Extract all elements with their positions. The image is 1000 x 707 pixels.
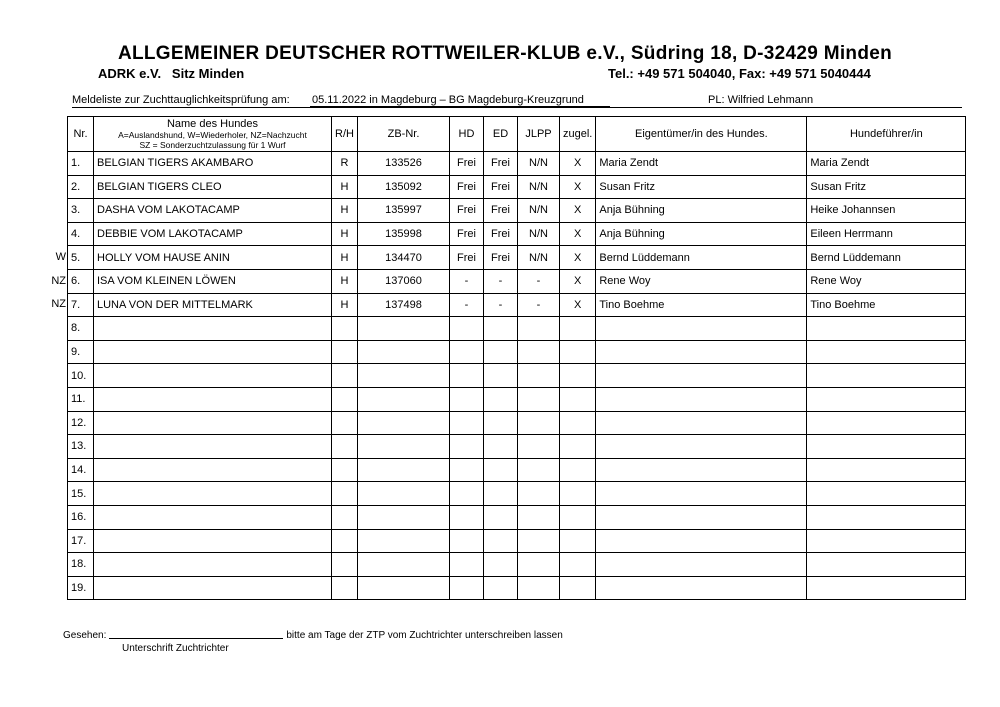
table-row (68, 246, 966, 270)
cell-rh (332, 387, 358, 411)
cell-zugel: X (560, 222, 596, 246)
cell-nr: 10. (68, 364, 94, 388)
cell-handler: Rene Woy (807, 269, 966, 293)
seen-label: Gesehen: (63, 630, 107, 641)
cell-jlpp (518, 576, 560, 600)
cell-zb: 135997 (358, 199, 450, 223)
cell-owner: Susan Fritz (596, 175, 807, 199)
table-row (68, 435, 966, 459)
cell-zugel (560, 482, 596, 506)
cell-hd: Frei (450, 246, 484, 270)
cell-hd: - (450, 293, 484, 317)
cell-rh: H (332, 175, 358, 199)
cell-ed: - (484, 269, 518, 293)
cell-owner: Anja Bühning (596, 222, 807, 246)
cell-handler: Eileen Herrmann (807, 222, 966, 246)
cell-handler (807, 317, 966, 341)
cell-hd (450, 482, 484, 506)
registration-line (72, 94, 962, 108)
cell-nr: 11. (68, 387, 94, 411)
cell-zugel (560, 411, 596, 435)
cell-owner (596, 364, 807, 388)
cell-handler: Bernd Lüddemann (807, 246, 966, 270)
cell-handler (807, 387, 966, 411)
cell-ed: - (484, 293, 518, 317)
cell-hd (450, 317, 484, 341)
header-owner: Eigentümer/in des Hundes. (596, 117, 807, 152)
cell-nr: 17. (68, 529, 94, 553)
cell-name (94, 505, 332, 529)
registration-label: Meldeliste zur Zuchttauglichkeitsprüfung am: (72, 94, 290, 106)
table-row (68, 317, 966, 341)
cell-nr: 8. (68, 317, 94, 341)
cell-hd (450, 435, 484, 459)
cell-hd: - (450, 269, 484, 293)
cell-name (94, 387, 332, 411)
exam-date-location: 05.11.2022 in Magdeburg – BG Magdeburg-Kreuzgrund (312, 94, 584, 106)
cell-rh: H (332, 293, 358, 317)
cell-name (94, 482, 332, 506)
cell-zugel (560, 505, 596, 529)
cell-ed (484, 458, 518, 482)
cell-rh: H (332, 222, 358, 246)
cell-nr: 18. (68, 553, 94, 577)
cell-jlpp: N/N (518, 152, 560, 176)
date-underline (310, 106, 610, 107)
cell-ed (484, 340, 518, 364)
cell-handler: Heike Johannsen (807, 199, 966, 223)
cell-hd (450, 364, 484, 388)
cell-zb (358, 553, 450, 577)
cell-zugel (560, 529, 596, 553)
cell-handler (807, 482, 966, 506)
cell-jlpp (518, 435, 560, 459)
cell-name (94, 411, 332, 435)
table-row (68, 529, 966, 553)
cell-nr: 5. (68, 246, 94, 270)
cell-ed: Frei (484, 246, 518, 270)
cell-ed (484, 364, 518, 388)
cell-name (94, 435, 332, 459)
club-contact: Tel.: +49 571 504040, Fax: +49 571 5040444 (608, 66, 871, 81)
cell-ed: Frei (484, 152, 518, 176)
cell-zb (358, 576, 450, 600)
cell-nr: 16. (68, 505, 94, 529)
club-title: ALLGEMEINER DEUTSCHER ROTTWEILER-KLUB e.V., Südring 18, D-32429 Minden (117, 43, 893, 64)
cell-owner: Anja Bühning (596, 199, 807, 223)
table-row (68, 364, 966, 388)
cell-owner (596, 553, 807, 577)
cell-handler: Susan Fritz (807, 175, 966, 199)
cell-zugel (560, 458, 596, 482)
cell-zb (358, 411, 450, 435)
cell-handler (807, 553, 966, 577)
header-jlpp: JLPP (518, 117, 560, 152)
row-marker: W (55, 251, 66, 264)
cell-jlpp (518, 553, 560, 577)
cell-hd (450, 458, 484, 482)
header-name-label: Name des Hundes (166, 118, 259, 130)
cell-zugel: X (560, 269, 596, 293)
cell-ed: Frei (484, 199, 518, 223)
cell-jlpp (518, 387, 560, 411)
header-zugel: zugel. (560, 117, 596, 152)
cell-name: ISA VOM KLEINEN LÖWEN (94, 269, 332, 293)
cell-nr: 2. (68, 175, 94, 199)
cell-hd (450, 505, 484, 529)
cell-name (94, 317, 332, 341)
signature-caption: Unterschrift Zuchtrichter (122, 643, 229, 654)
cell-handler (807, 364, 966, 388)
cell-rh (332, 505, 358, 529)
cell-rh (332, 364, 358, 388)
cell-hd (450, 529, 484, 553)
signature-note: bitte am Tage der ZTP vom Zuchtrichter unterschreiben lassen (286, 630, 563, 641)
table-row (68, 340, 966, 364)
cell-hd: Frei (450, 152, 484, 176)
exam-judge: PL: Wilfried Lehmann (708, 94, 814, 106)
cell-name: HOLLY VOM HAUSE ANIN (94, 246, 332, 270)
cell-jlpp: - (518, 269, 560, 293)
cell-rh: H (332, 269, 358, 293)
cell-jlpp (518, 317, 560, 341)
cell-owner (596, 505, 807, 529)
cell-hd (450, 387, 484, 411)
table-row (68, 222, 966, 246)
signature-line (109, 638, 283, 639)
cell-jlpp (518, 411, 560, 435)
cell-owner (596, 458, 807, 482)
cell-owner (596, 435, 807, 459)
cell-zugel (560, 387, 596, 411)
registration-table (67, 116, 966, 600)
cell-name (94, 364, 332, 388)
cell-handler (807, 435, 966, 459)
cell-ed (484, 411, 518, 435)
cell-handler (807, 411, 966, 435)
cell-ed (484, 482, 518, 506)
cell-owner: Bernd Lüddemann (596, 246, 807, 270)
cell-name (94, 340, 332, 364)
cell-ed (484, 505, 518, 529)
footer-seen (63, 630, 563, 641)
cell-zugel: X (560, 175, 596, 199)
cell-zugel (560, 435, 596, 459)
cell-zb (358, 505, 450, 529)
cell-zugel (560, 317, 596, 341)
table-row (68, 576, 966, 600)
table-row (68, 152, 966, 176)
cell-zb (358, 435, 450, 459)
cell-rh (332, 317, 358, 341)
cell-jlpp (518, 458, 560, 482)
table-row (68, 482, 966, 506)
cell-jlpp: N/N (518, 199, 560, 223)
cell-hd (450, 340, 484, 364)
cell-ed: Frei (484, 222, 518, 246)
table-row (68, 411, 966, 435)
table-row (68, 269, 966, 293)
cell-nr: 1. (68, 152, 94, 176)
cell-nr: 15. (68, 482, 94, 506)
cell-nr: 14. (68, 458, 94, 482)
cell-owner: Tino Boehme (596, 293, 807, 317)
row-marker: NZ (51, 274, 66, 287)
cell-rh (332, 576, 358, 600)
cell-jlpp (518, 364, 560, 388)
cell-zb (358, 458, 450, 482)
table-row (68, 505, 966, 529)
table-row (68, 553, 966, 577)
cell-name (94, 529, 332, 553)
cell-handler (807, 505, 966, 529)
cell-name: LUNA VON DER MITTELMARK (94, 293, 332, 317)
cell-nr: 6. (68, 269, 94, 293)
cell-zb: 135092 (358, 175, 450, 199)
cell-owner (596, 387, 807, 411)
header-nr: Nr. (68, 117, 94, 152)
cell-nr: 12. (68, 411, 94, 435)
cell-owner (596, 576, 807, 600)
cell-zugel (560, 576, 596, 600)
cell-zugel: X (560, 293, 596, 317)
cell-nr: 19. (68, 576, 94, 600)
cell-handler: Tino Boehme (807, 293, 966, 317)
cell-zb (358, 482, 450, 506)
cell-zb: 134470 (358, 246, 450, 270)
cell-ed (484, 553, 518, 577)
cell-nr: 3. (68, 199, 94, 223)
cell-zb: 137060 (358, 269, 450, 293)
cell-hd (450, 553, 484, 577)
cell-zugel: X (560, 152, 596, 176)
cell-owner (596, 411, 807, 435)
cell-zb (358, 529, 450, 553)
cell-jlpp: - (518, 293, 560, 317)
cell-zb: 133526 (358, 152, 450, 176)
cell-nr: 7. (68, 293, 94, 317)
cell-rh: H (332, 199, 358, 223)
cell-nr: 4. (68, 222, 94, 246)
cell-ed (484, 529, 518, 553)
cell-zb (358, 317, 450, 341)
cell-name: BELGIAN TIGERS CLEO (94, 175, 332, 199)
cell-zb: 137498 (358, 293, 450, 317)
cell-name: DEBBIE VOM LAKOTACAMP (94, 222, 332, 246)
cell-nr: 13. (68, 435, 94, 459)
cell-name: BELGIAN TIGERS AKAMBARO (94, 152, 332, 176)
cell-jlpp: N/N (518, 175, 560, 199)
cell-zugel (560, 364, 596, 388)
cell-zugel: X (560, 246, 596, 270)
cell-hd (450, 411, 484, 435)
cell-zb (358, 387, 450, 411)
header-rh: R/H (332, 117, 358, 152)
cell-rh (332, 435, 358, 459)
cell-rh: R (332, 152, 358, 176)
cell-rh (332, 482, 358, 506)
cell-handler (807, 458, 966, 482)
cell-zugel: X (560, 199, 596, 223)
cell-rh (332, 553, 358, 577)
cell-ed (484, 317, 518, 341)
cell-jlpp (518, 340, 560, 364)
cell-name: DASHA VOM LAKOTACAMP (94, 199, 332, 223)
header-name-note1: A=Auslandshund, W=Wiederholer, NZ=Nachzucht (118, 130, 307, 140)
cell-zugel (560, 553, 596, 577)
cell-hd: Frei (450, 175, 484, 199)
table-row (68, 175, 966, 199)
cell-jlpp: N/N (518, 246, 560, 270)
cell-zb (358, 340, 450, 364)
cell-handler (807, 340, 966, 364)
cell-jlpp: N/N (518, 222, 560, 246)
cell-rh (332, 529, 358, 553)
cell-handler (807, 576, 966, 600)
cell-ed (484, 387, 518, 411)
cell-handler (807, 529, 966, 553)
header-hd: HD (450, 117, 484, 152)
cell-zugel (560, 340, 596, 364)
header-zb: ZB-Nr. (358, 117, 450, 152)
table-row (68, 458, 966, 482)
table-row (68, 293, 966, 317)
cell-handler: Maria Zendt (807, 152, 966, 176)
header-name-note2: SZ = Sonderzuchtzulassung für 1 Wurf (139, 140, 286, 150)
cell-ed (484, 576, 518, 600)
cell-jlpp (518, 529, 560, 553)
row-marker: NZ (51, 298, 66, 311)
cell-nr: 9. (68, 340, 94, 364)
cell-jlpp (518, 505, 560, 529)
cell-ed (484, 435, 518, 459)
cell-name (94, 553, 332, 577)
table-row (68, 199, 966, 223)
cell-name (94, 458, 332, 482)
header-handler: Hundeführer/in (807, 117, 966, 152)
cell-owner: Maria Zendt (596, 152, 807, 176)
cell-owner (596, 340, 807, 364)
cell-owner (596, 317, 807, 341)
cell-rh (332, 340, 358, 364)
table-header-row (68, 117, 966, 152)
cell-hd: Frei (450, 222, 484, 246)
cell-rh (332, 411, 358, 435)
cell-ed: Frei (484, 175, 518, 199)
cell-owner (596, 482, 807, 506)
cell-owner (596, 529, 807, 553)
cell-zb: 135998 (358, 222, 450, 246)
table-row (68, 387, 966, 411)
cell-zb (358, 364, 450, 388)
cell-name (94, 576, 332, 600)
cell-rh: H (332, 246, 358, 270)
header-ed: ED (484, 117, 518, 152)
cell-hd (450, 576, 484, 600)
cell-jlpp (518, 482, 560, 506)
club-seat: ADRK e.V. Sitz Minden (98, 66, 245, 81)
cell-rh (332, 458, 358, 482)
cell-owner: Rene Woy (596, 269, 807, 293)
header-name (94, 117, 332, 152)
cell-hd: Frei (450, 199, 484, 223)
